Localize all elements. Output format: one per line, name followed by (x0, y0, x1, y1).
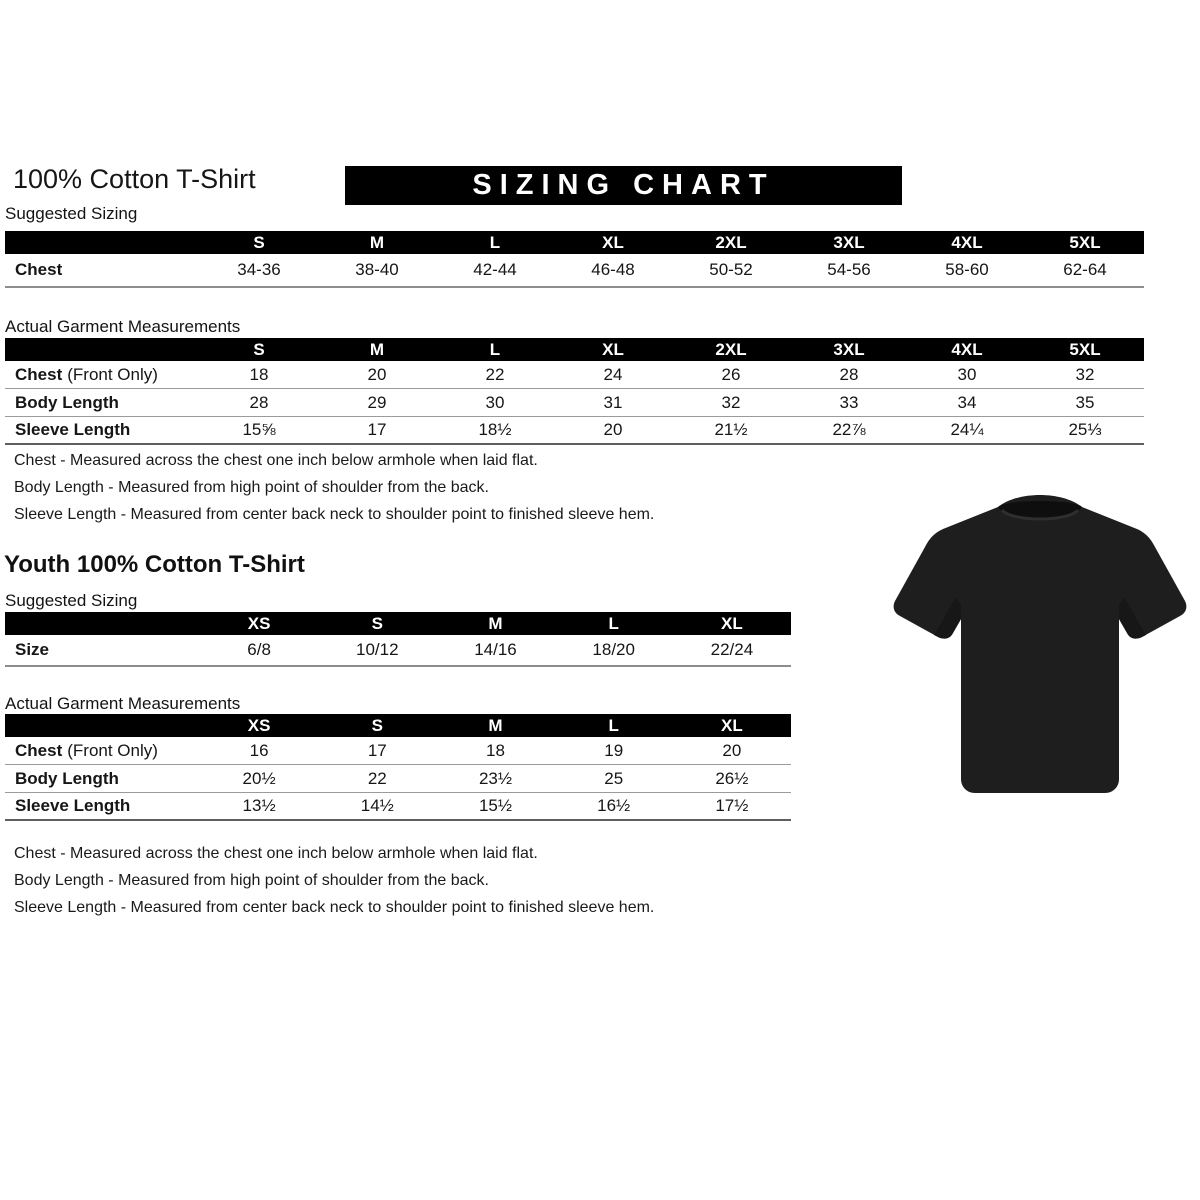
row-label: Size (15, 640, 50, 659)
cell: 17 (367, 420, 387, 439)
tshirt-graphic (890, 477, 1190, 809)
row-label: Body Length (15, 768, 119, 788)
note-chest: Chest - Measured across the chest one inch below armhole when laid flat. (14, 452, 538, 469)
row-label: Body Length (15, 392, 119, 412)
cell: 23½ (478, 768, 513, 788)
col-header-2xl: 2XL (715, 232, 747, 252)
col-header-5xl: 5XL (1069, 339, 1101, 359)
cell: 42-44 (473, 260, 517, 279)
tshirt-body (894, 495, 1187, 793)
cell: 10/12 (356, 640, 399, 659)
cell: 29 (367, 392, 387, 412)
cell: 28 (839, 364, 859, 384)
youth-section-title: Youth 100% Cotton T-Shirt (4, 551, 305, 578)
row-label: Sleeve Length (15, 796, 131, 815)
cell: 30 (485, 392, 505, 412)
table-row-size (5, 635, 791, 667)
table-row-sleeve-length (5, 793, 791, 821)
cell: 14½ (360, 796, 394, 815)
col-header-l: L (489, 232, 501, 252)
table-header-row (5, 338, 1144, 361)
cell: 34 (957, 392, 977, 412)
col-header-3xl: 3XL (833, 232, 865, 252)
col-header-3xl: 3XL (833, 339, 865, 359)
note-sleeve-length: Sleeve Length - Measured from center back neck to shoulder point to finished sleeve hem. (14, 506, 655, 523)
adult-actual-label: Actual Garment Measurements (5, 317, 241, 336)
cell: 21½ (714, 420, 748, 439)
col-header-m: M (369, 339, 385, 359)
table-row-body-length (5, 765, 791, 793)
note-chest: Chest - Measured across the chest one inch below armhole when laid flat. (14, 845, 538, 862)
youth-suggested-label: Suggested Sizing (5, 591, 138, 610)
cell: 38-40 (355, 260, 399, 279)
cell: 34-36 (237, 260, 281, 279)
col-header-m: M (488, 715, 503, 735)
col-header-xl: XL (602, 339, 624, 359)
cell: 20 (367, 364, 387, 384)
cell: 22 (485, 364, 505, 384)
cell: 33 (839, 392, 859, 412)
cell: 25⅓ (1068, 420, 1102, 439)
cell: 18 (249, 364, 269, 384)
col-header-xl: XL (721, 715, 743, 735)
col-header-s: S (371, 613, 383, 633)
cell: 58-60 (945, 260, 989, 279)
col-header-l: L (608, 715, 619, 735)
adult-actual-table (5, 338, 1144, 445)
youth-actual-table (5, 714, 791, 821)
cell: 50-52 (709, 260, 753, 279)
row-label: Chest (Front Only) (15, 740, 158, 760)
col-header-s: S (371, 715, 383, 735)
cell: 62-64 (1063, 260, 1107, 279)
adult-suggested-table (5, 231, 1144, 288)
col-header-4xl: 4XL (951, 232, 983, 252)
note-sleeve-length: Sleeve Length - Measured from center back neck to shoulder point to finished sleeve hem. (14, 899, 655, 916)
col-header-xl: XL (721, 613, 743, 633)
table-row-body-length (5, 389, 1144, 417)
col-header-xs: XS (247, 613, 271, 633)
col-header-l: L (489, 339, 501, 359)
cell: 46-48 (591, 260, 635, 279)
cell: 18 (486, 740, 505, 760)
col-header-m: M (369, 232, 385, 252)
col-header-xs: XS (247, 715, 271, 735)
col-header-l: L (608, 613, 619, 633)
cell: 15⅝ (242, 420, 276, 439)
cell: 26 (721, 364, 741, 384)
cell: 32 (1075, 364, 1095, 384)
col-header-m: M (488, 613, 503, 633)
table-row-chest (5, 361, 1144, 389)
cell: 15½ (478, 796, 513, 815)
table-header-row (5, 612, 791, 635)
adult-suggested-label: Suggested Sizing (5, 204, 138, 223)
row-label: Chest (15, 260, 63, 279)
cell: 19 (604, 740, 624, 760)
col-header-s: S (253, 339, 265, 359)
tshirt-image (890, 477, 1190, 809)
cell: 17½ (715, 796, 749, 815)
col-header-5xl: 5XL (1069, 232, 1101, 252)
col-header-xl: XL (602, 232, 624, 252)
cell: 20 (722, 740, 742, 760)
cell: 22/24 (710, 640, 754, 659)
cell: 16 (249, 740, 269, 760)
cell: 31 (603, 392, 623, 412)
cell: 20 (603, 420, 623, 439)
row-label: Sleeve Length (15, 420, 131, 439)
youth-suggested-table (5, 612, 791, 667)
youth-actual-label: Actual Garment Measurements (5, 694, 241, 713)
cell: 35 (1075, 392, 1095, 412)
col-header-2xl: 2XL (715, 339, 747, 359)
col-header-s: S (253, 232, 265, 252)
cell: 18/20 (592, 640, 635, 659)
sizing-chart-banner: SIZING CHART (345, 166, 902, 205)
cell: 14/16 (474, 640, 517, 659)
youth-measurement-notes (14, 845, 654, 926)
cell: 22 (367, 768, 387, 788)
table-header-row (5, 231, 1144, 254)
page-title: 100% Cotton T-Shirt (13, 164, 256, 194)
cell: 6/8 (247, 640, 271, 659)
cell: 25 (604, 768, 624, 788)
cell: 18½ (478, 420, 512, 439)
cell: 13½ (242, 796, 276, 815)
cell: 16½ (597, 796, 631, 815)
cell: 26½ (715, 768, 749, 788)
cell: 28 (249, 392, 269, 412)
cell: 17 (367, 740, 387, 760)
cell: 22⅞ (832, 420, 866, 439)
table-row-sleeve-length (5, 417, 1144, 445)
cell: 30 (957, 364, 977, 384)
note-body-length: Body Length - Measured from high point of shoulder from the back. (14, 479, 489, 496)
col-header-4xl: 4XL (951, 339, 983, 359)
table-header-row (5, 714, 791, 737)
cell: 24 (603, 364, 623, 384)
table-row-chest (5, 737, 791, 765)
cell: 54-56 (827, 260, 871, 279)
note-body-length: Body Length - Measured from high point of shoulder from the back. (14, 872, 489, 889)
cell: 20½ (242, 768, 276, 788)
table-row-chest (5, 254, 1144, 288)
cell: 32 (721, 392, 741, 412)
cell: 24¼ (950, 420, 984, 439)
row-label: Chest (Front Only) (15, 364, 158, 384)
adult-measurement-notes (14, 452, 654, 533)
